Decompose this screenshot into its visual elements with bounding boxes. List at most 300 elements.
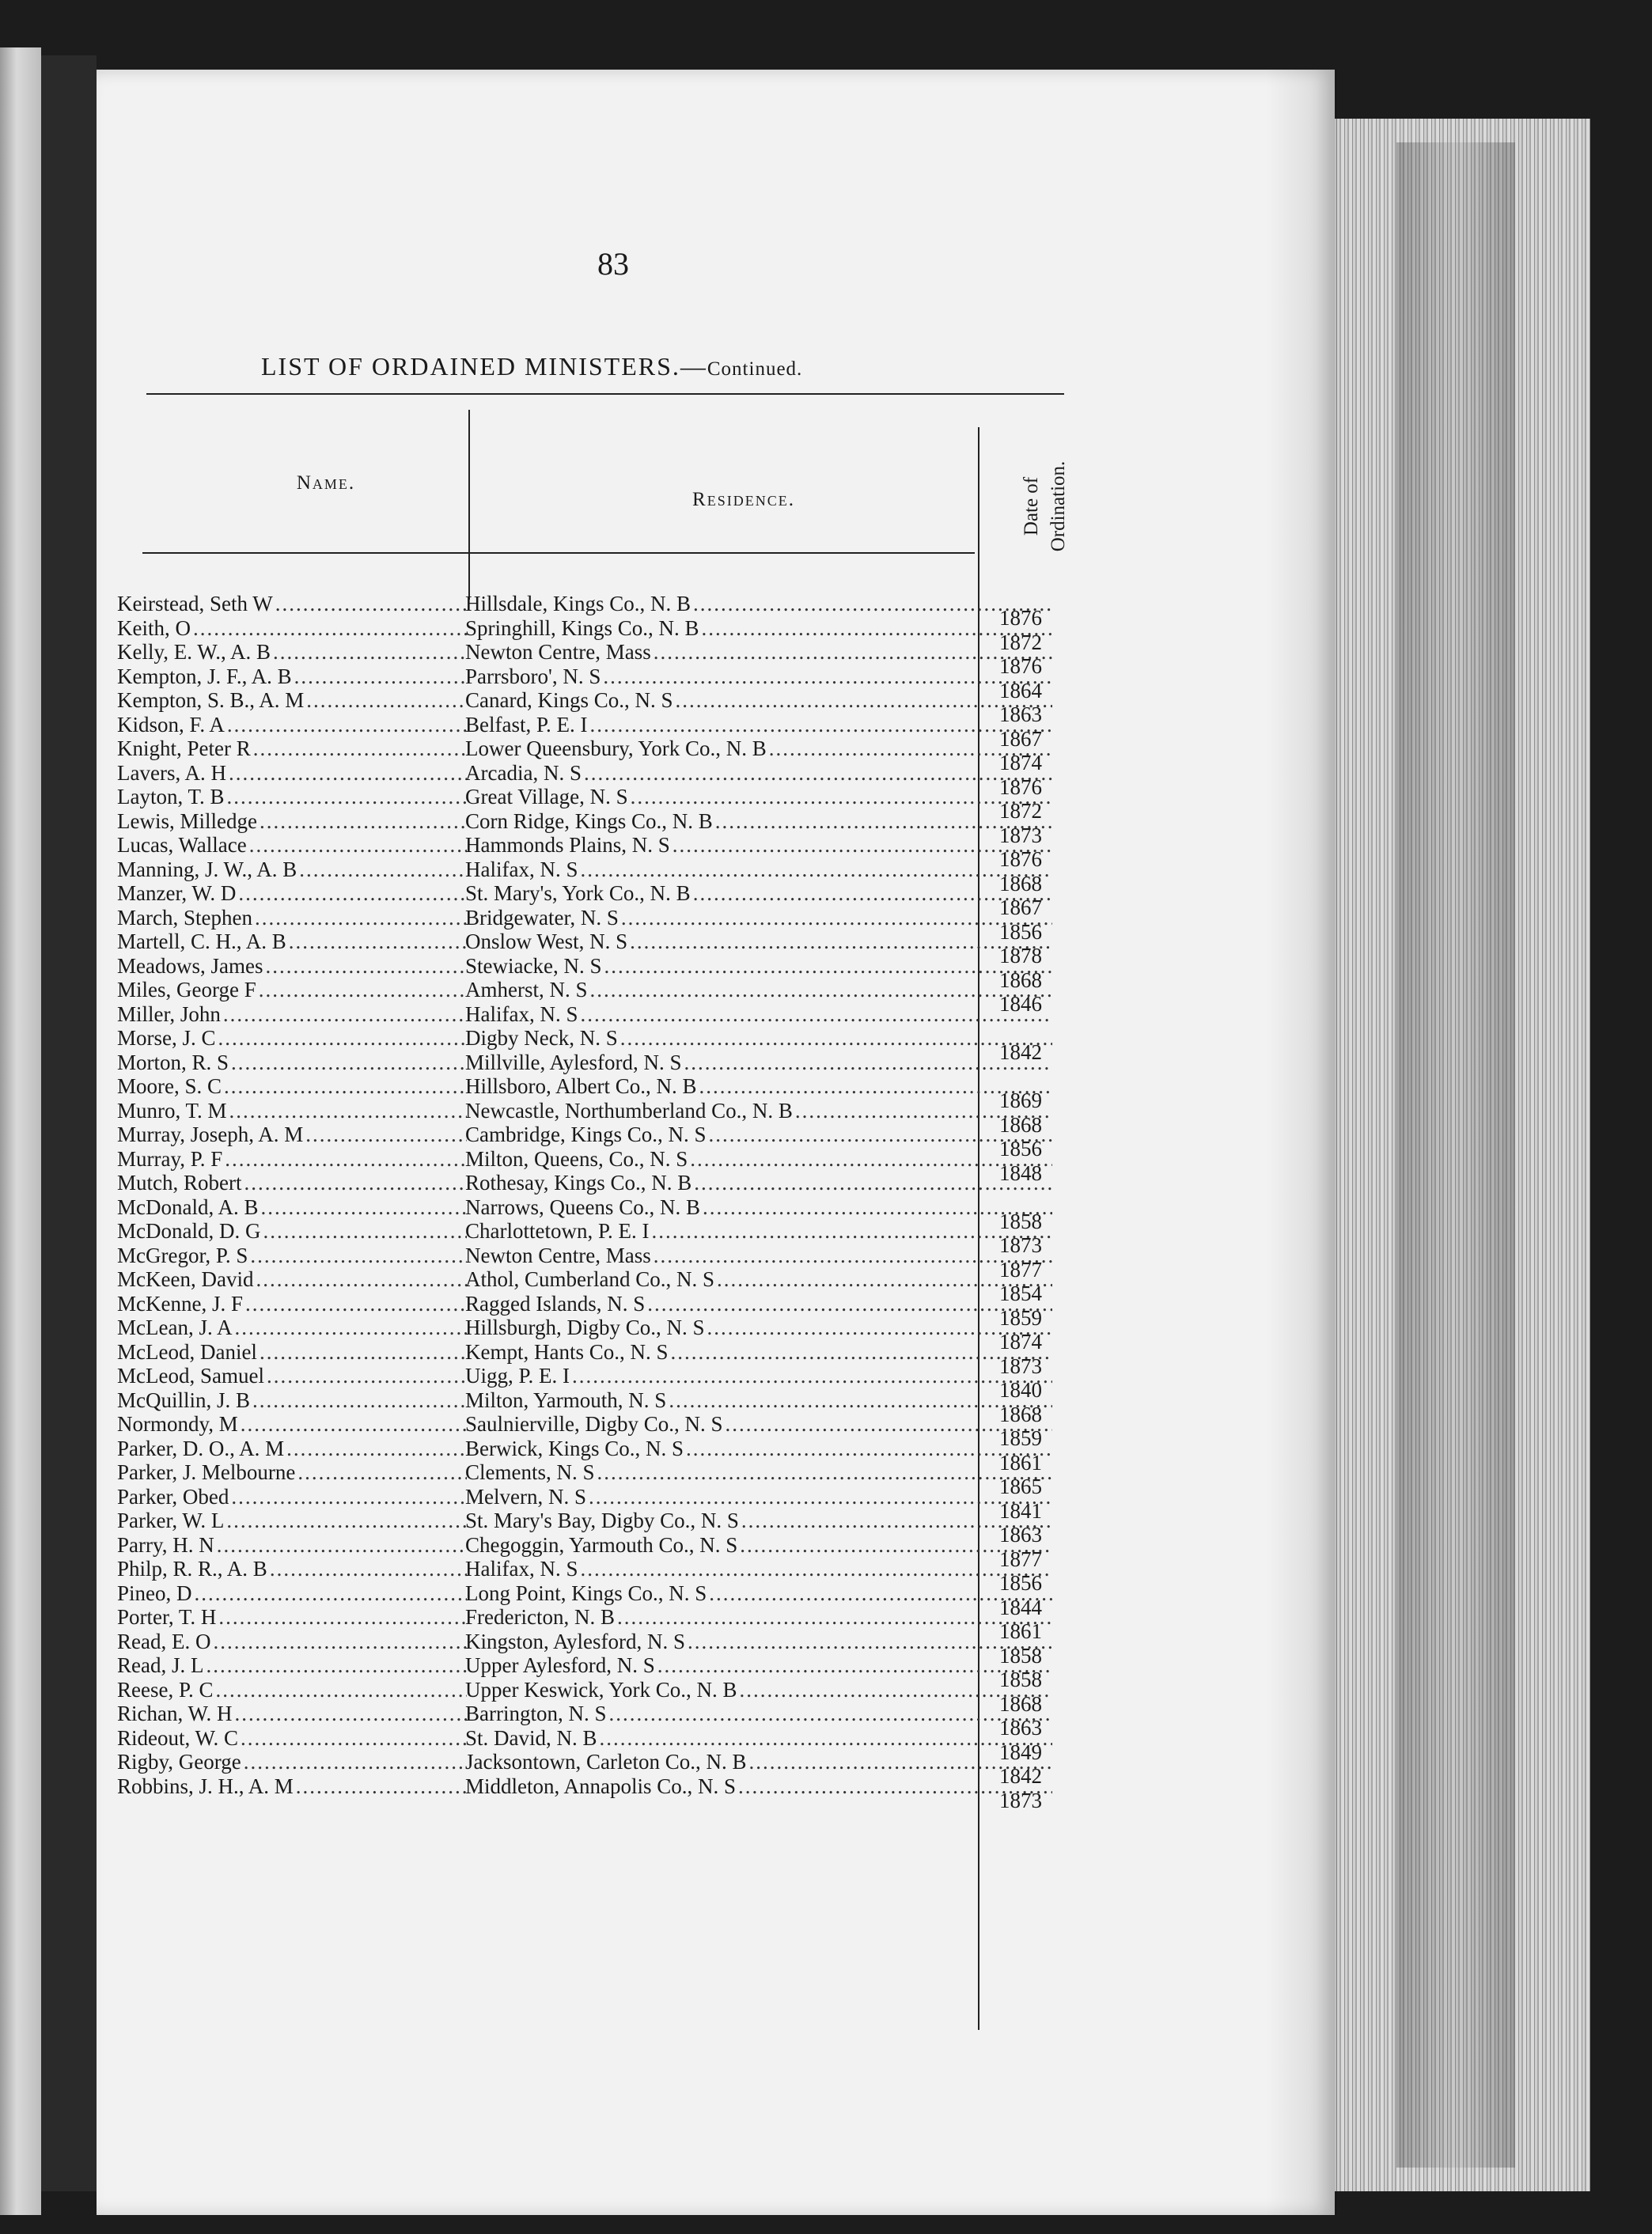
residence-cell [465,930,1052,954]
residence: Milton, Queens, Co., N. S [465,1146,688,1171]
minister-row [117,1051,1019,1075]
minister-name: McKenne, J. F [117,1291,243,1316]
minister-name: Read, J. L [117,1653,204,1677]
dot-leader [578,1002,1052,1027]
ordination-date: 1840 [999,1378,1042,1402]
minister-name-cell [117,1630,467,1654]
ordination-date: 1842 [999,1040,1042,1064]
ordination-date: 1874 [999,1330,1042,1354]
dot-leader [222,1074,467,1099]
residence: Kingston, Aylesford, N. S [465,1629,686,1653]
dot-leader [586,1485,1052,1509]
minister-name-cell [117,906,467,930]
minister-name: Robbins, J. H., A. M [117,1774,294,1798]
minister-name: Kelly, E. W., A. B [117,640,271,664]
minister-name: Lucas, Wallace [117,833,247,857]
minister-name: McLeod, Samuel [117,1364,264,1388]
dot-leader [607,1702,1053,1726]
minister-name-cell [117,1557,467,1581]
residence-cell [465,1509,1052,1533]
minister-name: McGregor, P. S [117,1243,248,1267]
minister-name: McDonald, D. G [117,1219,261,1243]
residence: Melvern, N. S [465,1484,586,1509]
ordination-date: 1873 [999,1354,1042,1378]
minister-name: Rideout, W. C [117,1725,239,1750]
ordination-date: 1874 [999,751,1042,774]
minister-name: Porter, T. H [117,1605,217,1629]
residence-cell [465,1437,1052,1461]
residence: Millville, Aylesford, N. S [465,1050,682,1074]
minister-name-cell [117,1147,467,1172]
ordination-date: 1865 [999,1475,1042,1498]
minister-name-cell [117,1653,467,1678]
dot-leader [257,809,467,834]
ordination-date: 1848 [999,1161,1042,1185]
residence: Hillsboro, Albert Co., N. B [465,1074,697,1098]
minister-name: March, Stephen [117,905,252,930]
ordination-date: 1877 [999,1257,1042,1282]
dot-leader [232,1316,467,1340]
ordination-date: 1842 [999,1764,1042,1788]
residence-cell [465,665,1052,689]
residence: Rothesay, Kings Co., N. B [465,1171,692,1195]
minister-name: Philp, R. R., A. B [117,1557,267,1581]
residence-cell [465,1340,1052,1365]
minister-name-cell [117,1123,467,1147]
minister-name: Parker, W. L [117,1509,225,1532]
ordination-date: 1856 [999,919,1042,944]
residence-cell [465,592,1052,616]
residence-cell [465,858,1052,882]
dot-leader [216,1026,467,1051]
dot-leader [216,1605,467,1630]
dot-leader [243,1292,467,1316]
page-title [261,352,973,381]
residence: Stewiacke, N. S [465,953,602,978]
minister-name-cell [117,592,467,616]
dot-leader [619,906,1052,930]
minister-row [117,1171,1019,1195]
residence: Charlottetown, P. E. I [465,1219,650,1243]
column-divider-name [468,410,470,600]
dot-leader [225,713,467,737]
minister-name: McLean, J. A [117,1316,233,1339]
dot-leader [570,1364,1052,1388]
ordination-date: 1863 [999,1716,1042,1740]
residence: Kempt, Hants Co., N. S [465,1339,669,1364]
residence-cell [465,688,1052,713]
residence-cell [465,1533,1052,1558]
residence: Halifax, N. S [465,1002,578,1026]
dot-leader [263,954,467,979]
residence-cell [465,881,1052,906]
minister-name: Keirstead, Seth W [117,592,273,615]
page-shadow [1266,70,1337,2215]
ordination-date: 1878 [999,944,1042,967]
residence-cell [465,616,1052,641]
residence-cell [465,1630,1052,1654]
residence: St. Mary's Bay, Digby Co., N. S [465,1509,739,1532]
ordination-date: 1863 [999,702,1042,726]
ordination-date: 1861 [999,1619,1042,1643]
minister-name-cell [117,1316,467,1340]
column-header-residence: Residence. [692,489,795,510]
minister-name-cell [117,809,467,834]
minister-name-cell [117,1702,467,1726]
minister-name-cell [117,1051,467,1075]
minister-name: McQuillin, J. B [117,1388,251,1412]
dot-leader [225,785,468,809]
residence: Belfast, P. E. I [465,712,588,736]
dot-leader [267,1557,467,1581]
minister-row [117,1002,1019,1027]
minister-name: Pineo, D [117,1581,192,1605]
book-gutter [41,55,97,2191]
ordination-date: 1858 [999,1643,1042,1668]
dot-leader [191,616,467,641]
dot-leader [256,978,467,1002]
minister-name: Miller, John [117,1002,221,1026]
residence: Clements, N. S [465,1460,595,1484]
residence-cell [465,809,1052,834]
minister-name: Morse, J. C [117,1026,216,1050]
ordination-date: 1873 [999,1788,1042,1812]
residence-cell [465,1171,1052,1195]
minister-name-cell [117,1678,467,1702]
residence-cell [465,1267,1052,1292]
dot-leader [601,954,1052,979]
residence: Hillsdale, Kings Co., N. B [465,592,691,615]
ordination-date: 1856 [999,1571,1042,1595]
minister-name: Rigby, George [117,1750,241,1774]
column-header-date [1018,427,1074,585]
header-rule-top [146,393,1064,395]
minister-name: Keith, O [117,615,191,640]
residence: Fredericton, N. B [465,1605,615,1629]
minister-name-cell [117,736,467,761]
residence-cell [465,1653,1052,1678]
residence-cell [465,640,1052,665]
ordination-date: 1877 [999,1547,1042,1571]
residence-cell [465,761,1052,786]
ordination-date: 1873 [999,823,1042,847]
residence: Hillsburgh, Digby Co., N. S [465,1316,705,1339]
ordination-date: 1868 [999,1112,1042,1137]
ordination-date: 1867 [999,726,1042,751]
minister-name: Lavers, A. H [117,760,226,785]
residence: Cambridge, Kings Co., N. S [465,1123,707,1146]
residence: Canard, Kings Co., N. S [465,688,673,712]
minister-name-cell [117,665,467,689]
residence-cell [465,1123,1052,1147]
dot-leader [253,1267,467,1292]
ordination-date: 1872 [999,799,1042,823]
minister-name: Reese, P. C [117,1677,214,1702]
minister-name-cell [117,1195,467,1220]
residence: Ragged Islands, N. S [465,1291,646,1316]
minister-name: McLeod, Daniel [117,1339,257,1364]
residence: Uigg, P. E. I [465,1364,570,1388]
minister-name: Layton, T. B [117,785,225,808]
residence-cell [465,1678,1052,1702]
residence: Middleton, Annapolis Co., N. S [465,1774,737,1798]
dot-leader [238,1412,467,1437]
residence-cell [465,954,1052,979]
residence: Athol, Cumberland Co., N. S [465,1267,714,1291]
ordination-date: 1854 [999,1282,1042,1305]
dot-leader [248,1244,467,1268]
dot-leader [273,592,467,616]
residence-cell [465,713,1052,737]
minister-name-cell [117,785,467,809]
minister-name: McKeen, David [117,1267,254,1291]
ordination-date: 1876 [999,654,1042,678]
ordination-date: 1859 [999,1426,1042,1450]
minister-name: Kempton, J. F., A. B [117,664,292,688]
ordination-date: 1859 [999,1305,1042,1330]
residence-cell [465,1388,1052,1413]
minister-name: Moore, S. C [117,1074,222,1098]
dot-leader [247,833,467,858]
minister-name-cell [117,881,467,906]
header-rule-bottom [142,552,975,554]
residence: Newton Centre, Mass [465,1243,651,1267]
ordination-date: 1868 [999,1402,1042,1426]
residence-cell [465,1074,1052,1099]
dot-leader [260,1219,467,1244]
title-continued: Continued. [707,358,803,380]
ordination-date: 1846 [999,992,1042,1016]
dot-leader [691,1171,1052,1195]
dot-leader [292,665,467,689]
minister-name-cell [117,978,467,1002]
residence: Parrsboro', N. S [465,664,601,688]
residence-cell [465,1026,1052,1051]
ordination-date: 1849 [999,1740,1042,1764]
residence: Hammonds Plains, N. S [465,833,670,857]
minister-name-cell [117,1171,467,1195]
ordination-date: 1868 [999,871,1042,895]
dot-leader [264,1364,467,1388]
minister-name-cell [117,1219,467,1244]
minister-name: Read, E. O [117,1629,211,1653]
minister-name: Murray, Joseph, A. M [117,1123,304,1146]
ordination-date: 1841 [999,1498,1042,1523]
dot-leader [595,1460,1052,1485]
residence: Halifax, N. S [465,857,578,881]
dot-leader [241,1750,467,1774]
dot-leader [250,1388,467,1413]
minister-name: Normondy, M [117,1412,238,1436]
column-header-date-line2: Ordination. [1048,460,1069,552]
minister-name-cell [117,640,467,665]
ordination-date: 1868 [999,1691,1042,1716]
dot-leader [236,881,467,906]
minister-name-cell [117,1364,467,1388]
dot-leader [597,1726,1052,1751]
residence: Bridgewater, N. S [465,905,619,930]
minister-name-cell [117,954,467,979]
minister-name: Miles, George F [117,978,256,1002]
dot-leader [257,1340,467,1365]
minister-name-cell [117,1437,467,1461]
residence: Arcadia, N. S [465,760,582,785]
minister-name-cell [117,1460,467,1485]
dot-leader [588,978,1053,1002]
residence-cell [465,1002,1052,1027]
minister-name-cell [117,833,467,858]
dot-leader [618,1026,1052,1051]
dot-leader [295,1460,467,1485]
residence-cell [465,833,1052,858]
dot-leader [294,1774,467,1799]
dot-leader [222,1147,467,1172]
residence-cell [465,1147,1052,1172]
ordination-date: 1856 [999,1137,1042,1161]
residence: Upper Aylesford, N. S [465,1653,655,1677]
residence-cell [465,1460,1052,1485]
minister-name-cell [117,1750,467,1774]
dot-leader [221,1002,467,1027]
minister-name: Richan, W. H [117,1702,233,1725]
ordination-date: 1869 [999,1089,1042,1112]
dot-leader [259,1195,468,1220]
residence-cell [465,785,1052,809]
residence-cell [465,1412,1052,1437]
minister-name: Knight, Peter R [117,736,251,760]
dot-leader [304,688,467,713]
residence-cell [465,1485,1052,1509]
minister-name-cell [117,1605,467,1630]
residence-cell [465,1316,1052,1340]
minister-name-cell [117,1774,467,1799]
minister-name-cell [117,858,467,882]
ordination-date: 1868 [999,967,1042,992]
residence: Berwick, Kings Co., N. S [465,1436,684,1460]
residence: Corn Ridge, Kings Co., N. B [465,808,713,833]
residence-cell [465,1292,1052,1316]
residence: Chegoggin, Yarmouth Co., N. S [465,1532,738,1557]
residence-cell [465,1244,1052,1268]
ordination-date: 1867 [999,895,1042,919]
minister-name-cell [117,1026,467,1051]
minister-name: Parker, Obed [117,1484,229,1509]
dot-leader [682,1051,1052,1075]
residence-cell [465,1774,1052,1799]
ordination-date: 1872 [999,630,1042,654]
dot-leader [214,1678,468,1702]
minister-name: Parker, D. O., A. M [117,1436,285,1460]
residence: Long Point, Kings Co., N. S [465,1581,707,1605]
column-header-date-line1: Date of [1021,476,1042,536]
dot-leader [303,1123,467,1147]
minister-name-cell [117,1244,467,1268]
residence-cell [465,1219,1052,1244]
dot-leader [284,1437,467,1461]
minister-name-cell [117,713,467,737]
dot-leader [578,1557,1052,1581]
residence: Amherst, N. S [465,978,588,1002]
residence: Narrows, Queens Co., N. B [465,1195,700,1219]
residence-cell [465,1605,1052,1630]
dot-leader [286,930,467,954]
dot-leader [224,1509,467,1533]
column-header-name: Name. [296,472,356,494]
residence: Newcastle, Northumberland Co., N. B [465,1098,793,1123]
minister-name-cell [117,761,467,786]
dot-leader [229,1051,467,1075]
ordination-date: 1876 [999,847,1042,871]
dot-leader [226,761,467,786]
residence-cell [465,1702,1052,1726]
minister-name: Lewis, Milledge [117,808,257,833]
residence: St. David, N. B [465,1725,597,1750]
minister-name-cell [117,688,467,713]
minister-name-cell [117,1533,467,1558]
minister-name-cell [117,1340,467,1365]
ordination-date: 1844 [999,1595,1042,1619]
dot-leader [297,858,467,882]
minister-name: Meadows, James [117,953,263,978]
ordination-date: 1863 [999,1523,1042,1547]
ordination-date: 1876 [999,606,1042,630]
residence-cell [465,736,1052,761]
residence: Saulnierville, Digby Co., N. S [465,1412,723,1436]
ordination-date: 1858 [999,1209,1042,1233]
residence: Onslow West, N. S [465,930,628,953]
residence: Lower Queensbury, York Co., N. B [465,736,767,760]
residence-cell [465,1726,1052,1751]
ordination-date: 1858 [999,1668,1042,1691]
dot-leader [241,1171,467,1195]
residence: Halifax, N. S [465,1557,578,1581]
residence-cell [465,1557,1052,1581]
ordination-date: 1864 [999,678,1042,702]
residence-cell [465,1051,1052,1075]
minister-name-cell [117,1581,467,1606]
residence-cell [465,1364,1052,1388]
minister-name: McDonald, A. B [117,1195,259,1219]
dot-leader [578,858,1052,882]
minister-name: Manning, J. W., A. B [117,857,297,881]
minister-name: Kidson, F. A [117,712,225,736]
dot-leader [251,736,467,761]
title-main: LIST OF ORDAINED MINISTERS.— [261,352,707,381]
dot-leader [214,1533,467,1558]
residence: Great Village, N. S [465,785,628,808]
minister-name: Manzer, W. D [117,881,237,905]
minister-name-cell [117,1292,467,1316]
residence: Newton Centre, Mass [465,640,651,664]
ordination-date: 1873 [999,1233,1042,1257]
minister-name-cell [117,1412,467,1437]
minister-name: Parry, H. N [117,1532,214,1557]
ordination-date: 1876 [999,774,1042,799]
minister-name-cell [117,1267,467,1292]
page-number: 83 [597,246,629,282]
dot-leader [252,906,467,930]
residence: Upper Keswick, York Co., N. B [465,1677,737,1702]
minister-name-cell [117,1726,467,1751]
minister-name: Munro, T. M [117,1098,227,1123]
residence: St. Mary's, York Co., N. B [465,881,691,905]
dot-leader [203,1653,467,1678]
minister-name: Morton, R. S [117,1050,229,1074]
residence-cell [465,1195,1052,1220]
residence: Springhill, Kings Co., N. B [465,615,699,640]
page-block-edges [1321,119,1590,2191]
dot-leader [582,761,1052,786]
